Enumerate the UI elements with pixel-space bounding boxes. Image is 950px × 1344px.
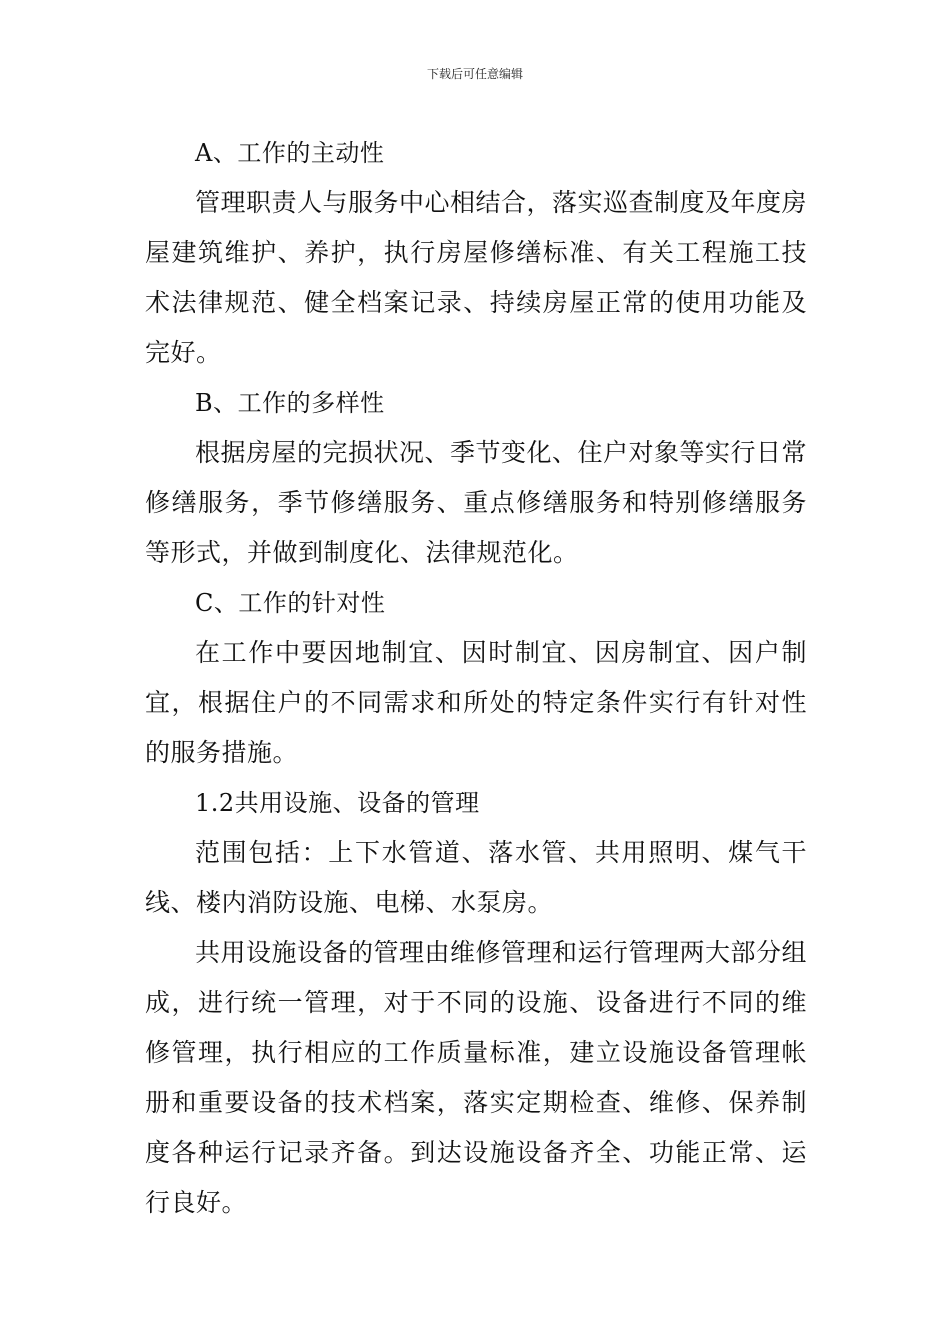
page-header: 下载后可任意编辑 bbox=[426, 67, 523, 81]
section-heading-c: C、工作的针对性 bbox=[195, 589, 386, 617]
paragraph-scope: 范围包括：上下水管道、落水管、共用照明、煤气干线、楼内消防设施、电梯、水泵房。 bbox=[145, 838, 807, 917]
section-heading-b: B、工作的多样性 bbox=[195, 389, 385, 417]
document-body bbox=[145, 128, 807, 1228]
paragraph-management: 共用设施设备的管理由维修管理和运行管理两大部分组成，进行统一管理，对于不同的设施、设备进行不同的维修管理，执行相应的工作质量标准，建立设施设备管理帐册和重要设备的技术档案，落实定期检查、维修、保养制度各种运行记录齐备。到达设施设备齐全、功能正常、运行良好。 bbox=[145, 938, 808, 1217]
paragraph-c-body: 在工作中要因地制宜、因时制宜、因房制宜、因户制宜，根据住户的不同需求和所处的特定条件实行有针对性的服务措施。 bbox=[145, 638, 807, 767]
section-heading-a: A、工作的主动性 bbox=[195, 139, 385, 167]
paragraph-a-body: 管理职责人与服务中心相结合，落实巡查制度及年度房屋建筑维护、养护，执行房屋修缮标准、有关工程施工技术法律规范、健全档案记录、持续房屋正常的使用功能及完好。 bbox=[145, 188, 808, 367]
section-heading-1-2: 1.2共用设施、设备的管理 bbox=[195, 789, 480, 817]
paragraph-b-body: 根据房屋的完损状况、季节变化、住户对象等实行日常修缮服务，季节修缮服务、重点修缮服务和特别修缮服务等形式，并做到制度化、法律规范化。 bbox=[145, 438, 808, 567]
